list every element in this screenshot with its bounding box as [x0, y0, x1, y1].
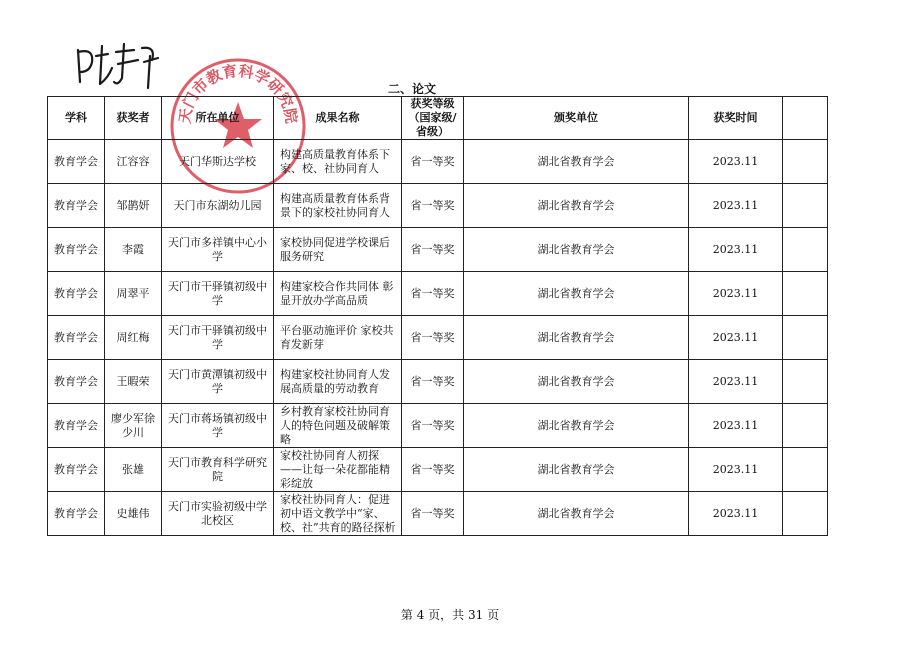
cell-time: 2023.11: [689, 228, 783, 272]
cell-extra: [783, 404, 828, 448]
cell-result: 乡村教育家校社协同育人的特色问题及破解策略: [274, 404, 402, 448]
cell-extra: [783, 272, 828, 316]
cell-unit: 天门市干驿镇初级中学: [162, 316, 274, 360]
table-row: [48, 448, 828, 492]
cell-level: 省一等奖: [402, 272, 464, 316]
cell-unit: 天门市多祥镇中心小学: [162, 228, 274, 272]
cell-time: 2023.11: [689, 184, 783, 228]
svg-text:天门市教育科学研究院: 天门市教育科学研究院: [175, 61, 301, 125]
header-result: 成果名称: [274, 97, 402, 140]
cell-extra: [783, 140, 828, 184]
cell-winner: 王暇荣: [105, 360, 162, 404]
cell-subject: 教育学会: [48, 184, 105, 228]
header-winner: 获奖者: [105, 97, 162, 140]
cell-result: 家校社协同育人：促进初中语文教学中“家、校、社”共育的路径探析: [274, 492, 402, 536]
cell-issuer: 湖北省教育学会: [464, 492, 689, 536]
cell-issuer: 湖北省教育学会: [464, 448, 689, 492]
cell-time: 2023.11: [689, 404, 783, 448]
awards-table: [47, 96, 828, 536]
cell-level: 省一等奖: [402, 316, 464, 360]
cell-winner: 周翠平: [105, 272, 162, 316]
header-unit: 所在单位: [162, 97, 274, 140]
cell-issuer: 湖北省教育学会: [464, 272, 689, 316]
table-row: [48, 184, 828, 228]
cell-subject: 教育学会: [48, 492, 105, 536]
header-subject: 学科: [48, 97, 105, 140]
cell-extra: [783, 492, 828, 536]
cell-time: 2023.11: [689, 272, 783, 316]
cell-unit: 天门市干驿镇初级中学: [162, 272, 274, 316]
header-time: 获奖时间: [689, 97, 783, 140]
header-extra: [783, 97, 828, 140]
cell-subject: 教育学会: [48, 316, 105, 360]
cell-issuer: 湖北省教育学会: [464, 360, 689, 404]
table-row: [48, 228, 828, 272]
table-row: [48, 360, 828, 404]
cell-unit: 天门市教育科学研究院: [162, 448, 274, 492]
table-row: [48, 316, 828, 360]
cell-subject: 教育学会: [48, 404, 105, 448]
cell-result: 构建家校合作共同体 彰显开放办学高品质: [274, 272, 402, 316]
cell-unit: 天门市东湖幼儿园: [162, 184, 274, 228]
cell-time: 2023.11: [689, 448, 783, 492]
cell-winner: 廖少军徐少川: [105, 404, 162, 448]
cell-issuer: 湖北省教育学会: [464, 404, 689, 448]
cell-unit: 天门市蒋场镇初级中学: [162, 404, 274, 448]
cell-level: 省一等奖: [402, 184, 464, 228]
cell-time: 2023.11: [689, 492, 783, 536]
cell-subject: 教育学会: [48, 448, 105, 492]
cell-extra: [783, 316, 828, 360]
cell-result: 家校社协同育人初探——让每一朵花都能精彩绽放: [274, 448, 402, 492]
section-title: 二、论文: [388, 82, 437, 96]
cell-issuer: 湖北省教育学会: [464, 316, 689, 360]
cell-extra: [783, 360, 828, 404]
cell-level: 省一等奖: [402, 360, 464, 404]
cell-winner: 史雄伟: [105, 492, 162, 536]
cell-subject: 教育学会: [48, 140, 105, 184]
cell-extra: [783, 448, 828, 492]
cell-level: 省一等奖: [402, 228, 464, 272]
cell-level: 省一等奖: [402, 448, 464, 492]
cell-time: 2023.11: [689, 360, 783, 404]
cell-winner: 李霞: [105, 228, 162, 272]
cell-winner: 张雄: [105, 448, 162, 492]
cell-result: 家校协同促进学校课后服务研究: [274, 228, 402, 272]
cell-extra: [783, 228, 828, 272]
cell-level: 省一等奖: [402, 492, 464, 536]
table-row: [48, 140, 828, 184]
cell-subject: 教育学会: [48, 228, 105, 272]
cell-result: 平台驱动施评价 家校共育发新芽: [274, 316, 402, 360]
cell-winner: 周红梅: [105, 316, 162, 360]
cell-time: 2023.11: [689, 140, 783, 184]
cell-level: 省一等奖: [402, 404, 464, 448]
cell-winner: 邹鹊妍: [105, 184, 162, 228]
cell-result: 构建家校社协同育人发展高质量的劳动教育: [274, 360, 402, 404]
cell-time: 2023.11: [689, 316, 783, 360]
table-row: [48, 492, 828, 536]
cell-issuer: 湖北省教育学会: [464, 184, 689, 228]
cell-winner: 江容容: [105, 140, 162, 184]
table-header-row: [48, 97, 828, 140]
header-level: 获奖等级（国家级/省级）: [402, 97, 464, 140]
table-row: [48, 404, 828, 448]
cell-unit: 天门华斯达学校: [162, 140, 274, 184]
cell-unit: 天门市黄潭镇初级中学: [162, 360, 274, 404]
cell-unit: 天门市实验初级中学北校区: [162, 492, 274, 536]
header-issuer: 颁奖单位: [464, 97, 689, 140]
table-row: [48, 272, 828, 316]
page-footer: 第 4 页，共 31 页: [400, 608, 500, 622]
cell-issuer: 湖北省教育学会: [464, 140, 689, 184]
cell-result: 构建高质量教育体系背景下的家校社协同育人: [274, 184, 402, 228]
handwritten-signature: [72, 38, 162, 93]
cell-subject: 教育学会: [48, 360, 105, 404]
cell-result: 构建高质量教育体系下家、校、社协同育人: [274, 140, 402, 184]
cell-extra: [783, 184, 828, 228]
cell-subject: 教育学会: [48, 272, 105, 316]
cell-level: 省一等奖: [402, 140, 464, 184]
cell-issuer: 湖北省教育学会: [464, 228, 689, 272]
